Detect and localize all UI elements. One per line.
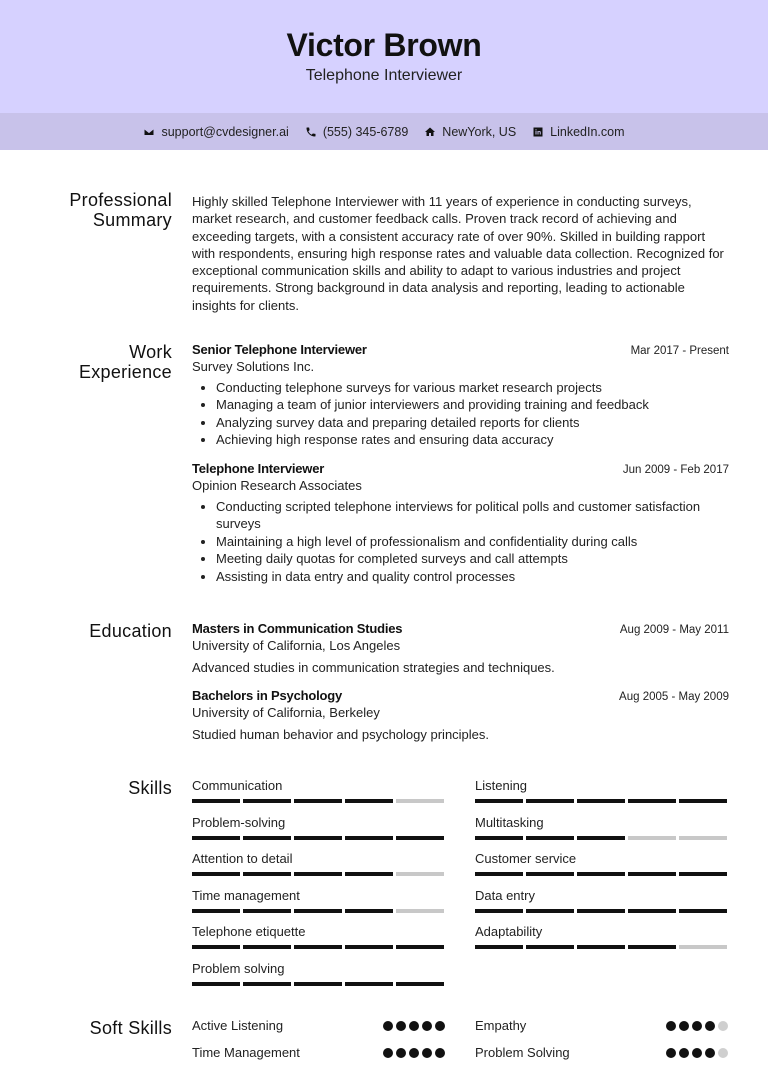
skill-bar-segment [345,872,393,876]
skill-bar-segment [294,982,342,986]
skill-level-bar [192,945,445,949]
rating-dot [422,1021,432,1031]
skill-item [475,924,728,949]
skill-bar-segment [294,799,342,803]
skill-level-bar [475,909,728,913]
degree-title: Masters in Communication Studies [192,621,403,636]
skill-bar-segment [475,945,523,949]
rating-dot [679,1048,689,1058]
skill-item [192,961,445,986]
rating-dot [705,1021,715,1031]
skill-bar-segment [628,799,676,803]
skill-bar-segment [192,872,240,876]
skill-item [475,778,728,803]
contact-location [424,125,516,139]
contact-phone-text: (555) 345-6789 [322,124,409,139]
skill-bar-segment [679,836,727,840]
skill-bar-segment [526,909,574,913]
skill-bar-segment [345,945,393,949]
skill-bar-segment [243,945,291,949]
phone-icon [305,126,317,138]
skill-bar-segment [294,836,342,840]
rating-dot [435,1021,445,1031]
skill-level-bar [475,799,728,803]
job-date: Mar 2017 - Present [630,345,729,357]
soft-skill-rating [666,1021,728,1031]
skill-label: Time management [192,887,300,903]
list-item: • Achieving high response rates and ensuring data accuracy [216,431,729,448]
section-title-summary: Professional Summary [69,190,172,230]
education-description: Studied human behavior and psychology principles. [192,727,490,742]
skill-bar-segment [526,799,574,803]
soft-skill-rating [383,1021,445,1031]
contact-phone[interactable] [305,125,408,139]
section-title-experience: Work Experience [78,342,172,382]
section-title-soft-skills: Soft Skills [89,1018,172,1038]
rating-dot [396,1021,406,1031]
skill-bar-segment [628,872,676,876]
skill-bar-segment [679,799,727,803]
skill-bar-segment [294,945,342,949]
skill-bar-segment [294,909,342,913]
skill-level-bar [192,836,445,840]
job-bullets [192,498,729,585]
soft-skill-item [192,1045,445,1060]
skill-bar-segment [345,836,393,840]
section-title-education: Education [89,621,172,641]
list-item: • Analyzing survey data and preparing detailed reports for clients [216,414,729,431]
skill-bar-segment [243,836,291,840]
skill-bar-segment [475,799,523,803]
skill-bar-segment [628,836,676,840]
skill-bar-segment [577,836,625,840]
rating-dot [435,1048,445,1058]
skill-label: Customer service [475,851,577,867]
list-item: • Managing a team of junior interviewers and providing training and feedback [216,396,729,413]
summary-text: Highly skilled Telephone Interviewer with 11 years of experience in conducting surveys, market research, and customer feedback calls. Proven track record of achieving and exceeding targets, with a consistent accuracy rate of over 90%. Skilled in building rapport with respondents, ensuring high response rates and valuable data collection. Recognized for exceptional communication skills and ability to adapt to various industries and project requirements. Strong background in data analysis and reporting, leading to actionable insights for clients. [192,194,724,313]
skill-bar-segment [243,909,291,913]
skill-label: Data entry [475,887,535,903]
skill-item [475,888,728,913]
skill-item [192,815,445,840]
soft-skill-label: Active Listening [192,1018,284,1033]
skill-bar-segment [192,799,240,803]
list-item: • Maintaining a high level of professionalism and confidentiality during calls [216,533,729,550]
school-name: University of California, Berkeley [192,705,380,720]
skill-bar-segment [526,872,574,876]
contact-bar [0,113,768,150]
home-icon [424,126,436,138]
job-date: Jun 2009 - Feb 2017 [622,464,729,476]
skill-bar-segment [526,945,574,949]
soft-skill-item [475,1018,728,1033]
rating-dot [692,1048,702,1058]
skill-level-bar [192,982,445,986]
job-2 [192,461,729,585]
skill-level-bar [475,836,728,840]
skill-bar-segment [192,836,240,840]
skill-bar-segment [192,945,240,949]
rating-dot [705,1048,715,1058]
job-company: Survey Solutions Inc. [192,359,315,374]
skill-level-bar [475,945,728,949]
envelope-icon [143,126,155,138]
soft-skill-label: Time Management [192,1045,300,1060]
skill-label: Listening [475,778,528,793]
skill-bar-segment [526,836,574,840]
skill-bar-segment [396,799,444,803]
linkedin-icon [532,126,544,138]
soft-skill-item [192,1018,445,1033]
soft-skill-item [475,1045,728,1060]
skill-bar-segment [192,909,240,913]
rating-dot [666,1048,676,1058]
list-item: • Conducting telephone surveys for various market research projects [216,379,729,396]
rating-dot [666,1021,676,1031]
skill-label: Problem-solving [192,814,286,830]
job-1 [192,342,729,449]
skill-bar-segment [396,836,444,840]
skill-level-bar [192,909,445,913]
rating-dot [422,1048,432,1058]
skill-bar-segment [475,836,523,840]
skill-bar-segment [475,872,523,876]
skill-bar-segment [577,909,625,913]
rating-dot [718,1021,728,1031]
skill-bar-segment [396,982,444,986]
skill-label: Communication [192,778,283,793]
rating-dot [718,1048,728,1058]
skill-bar-segment [628,909,676,913]
candidate-name: Victor Brown [286,27,482,63]
skill-label: Adaptability [475,924,543,940]
soft-skill-rating [666,1048,728,1058]
skill-item [192,888,445,913]
list-item: • Conducting scripted telephone interviews for political polls and customer satisfaction surveys [216,498,729,533]
skill-label: Telephone etiquette [192,924,306,940]
skill-bar-segment [577,799,625,803]
skill-level-bar [192,872,445,876]
skill-bar-segment [243,799,291,803]
rating-dot [409,1021,419,1031]
education-date: Aug 2005 - May 2009 [619,691,729,703]
skill-bar-segment [243,872,291,876]
skill-item [192,851,445,876]
skill-bar-segment [345,982,393,986]
skill-bar-segment [577,872,625,876]
skill-item [475,815,728,840]
education-2 [192,688,729,742]
skill-level-bar [475,872,728,876]
skill-bar-segment [679,872,727,876]
job-company: Opinion Research Associates [192,478,362,493]
degree-title: Bachelors in Psychology [192,688,343,703]
skill-bar-segment [475,909,523,913]
rating-dot [396,1048,406,1058]
skill-item [192,778,445,803]
skill-bar-segment [396,872,444,876]
soft-skill-rating [383,1048,445,1058]
rating-dot [692,1021,702,1031]
contact-linkedin-text: LinkedIn.com [550,124,625,139]
contact-email-text: support@cvdesigner.ai [161,124,289,139]
skill-bar-segment [679,909,727,913]
rating-dot [383,1048,393,1058]
education-description: Advanced studies in communication strategies and techniques. [192,660,555,675]
rating-dot [679,1021,689,1031]
resume-header [0,0,768,113]
contact-email[interactable] [143,125,288,139]
skill-bar-segment [294,872,342,876]
skill-bar-segment [577,945,625,949]
skill-bar-segment [192,982,240,986]
skill-bar-segment [243,982,291,986]
skill-bar-segment [679,945,727,949]
skill-label: Multitasking [475,814,544,830]
job-title: Senior Telephone Interviewer [192,342,367,357]
rating-dot [383,1021,393,1031]
education-date: Aug 2009 - May 2011 [619,624,729,636]
skill-item [192,924,445,949]
section-title-skills: Skills [128,778,172,798]
job-bullets [192,379,729,449]
skill-bar-segment [396,909,444,913]
job-title: Telephone Interviewer [192,461,325,476]
candidate-title: Telephone Interviewer [305,67,463,84]
skill-label: Problem solving [192,961,285,976]
skill-level-bar [192,799,445,803]
skill-label: Attention to detail [192,851,293,867]
skill-item [475,851,728,876]
list-item: • Assisting in data entry and quality control processes [216,568,729,585]
skill-bar-segment [396,945,444,949]
list-item: • Meeting daily quotas for completed surveys and call attempts [216,550,729,567]
education-1 [192,621,729,675]
soft-skill-label: Problem Solving [475,1045,570,1060]
contact-location-text: NewYork, US [442,124,517,139]
skill-bar-segment [345,799,393,803]
rating-dot [409,1048,419,1058]
soft-skill-label: Empathy [475,1018,527,1033]
skill-bar-segment [345,909,393,913]
contact-linkedin[interactable] [532,125,624,139]
skill-bar-segment [628,945,676,949]
school-name: University of California, Los Angeles [192,638,401,653]
